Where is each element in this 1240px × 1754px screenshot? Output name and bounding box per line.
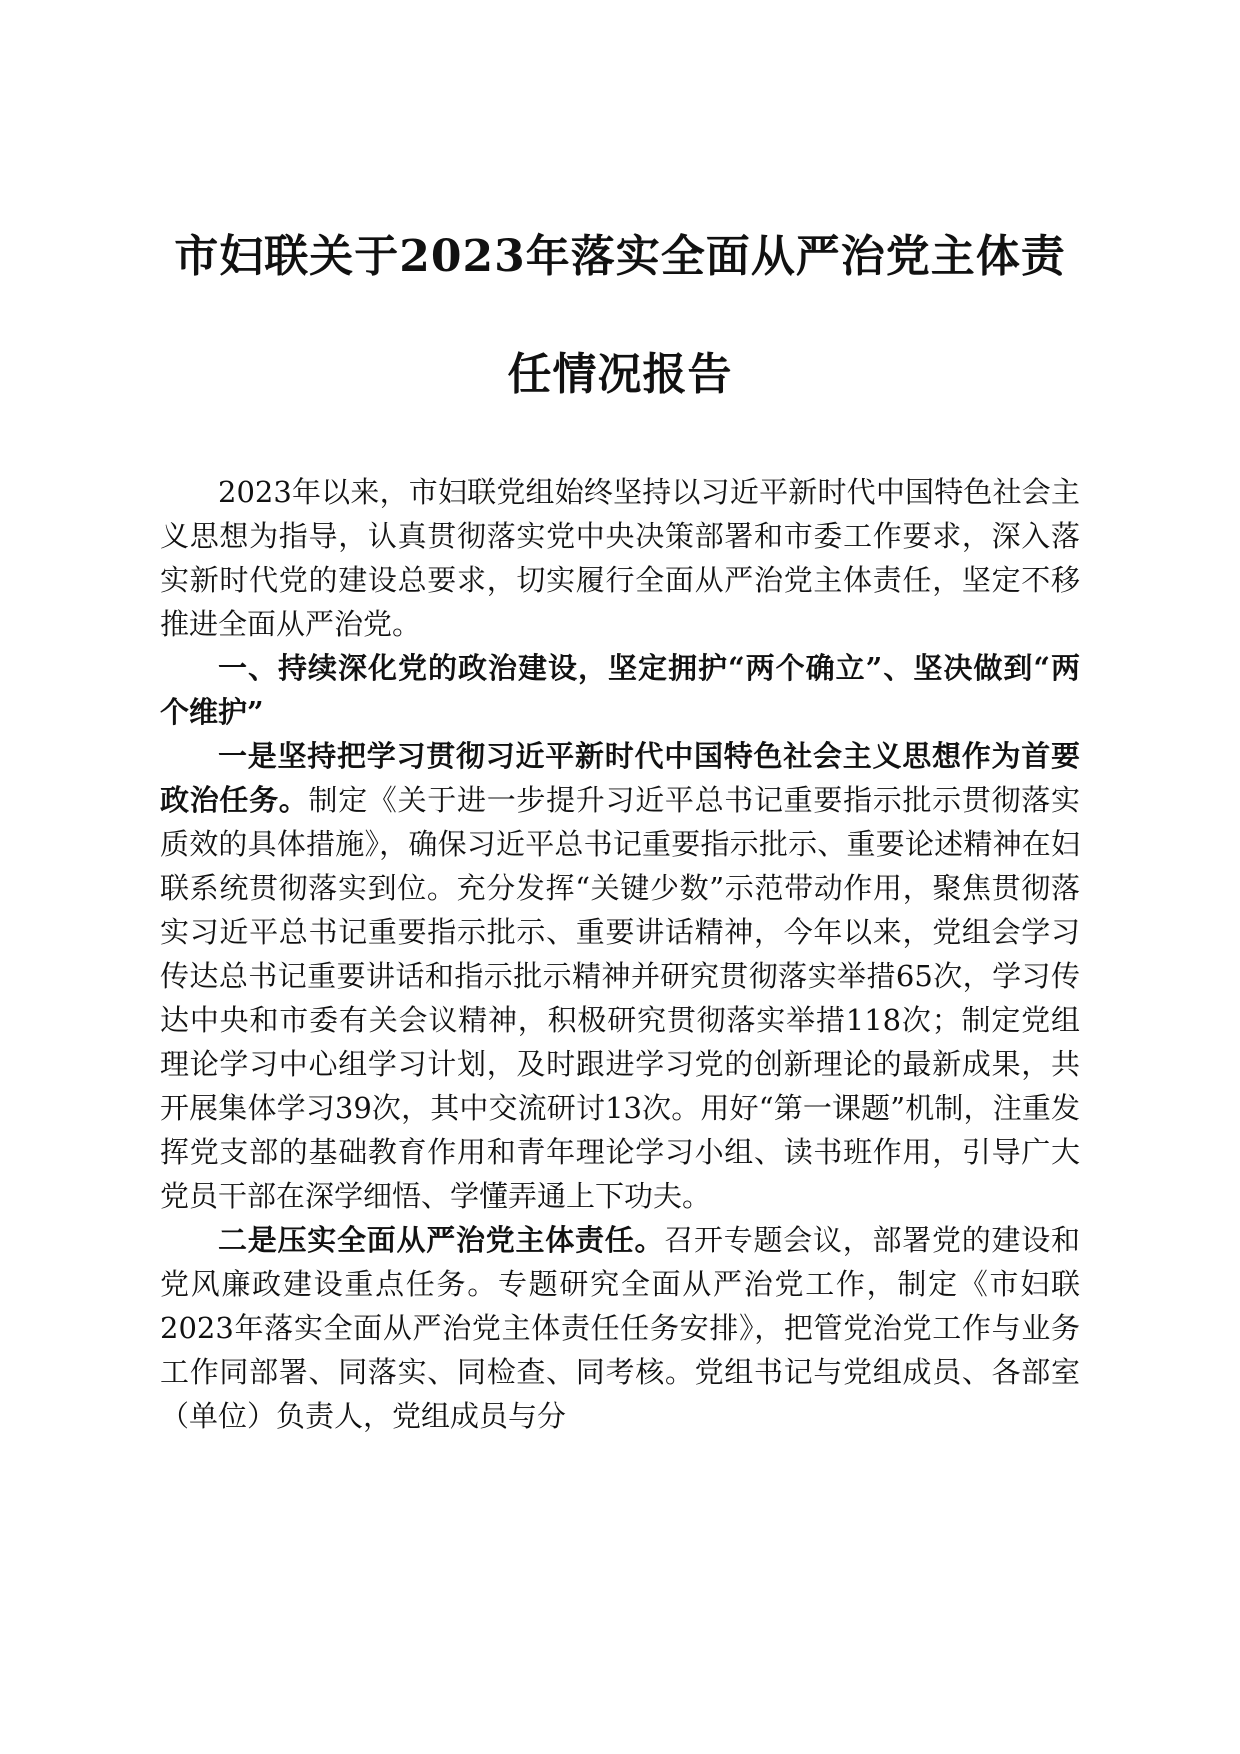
item-2-text: 召开专题会议，部署党的建设和党风廉政建设重点任务。专题研究全面从严治党工作，制定《市妇联2023年落实全面从严治党主体责任任务安排》，把管党治党工作与业务工作同部署、同落实、同检查、同考核。党组书记与党组成员、各部室（单位）负责人，党组成员与分 bbox=[160, 1223, 1080, 1433]
document-body bbox=[160, 470, 1080, 1438]
intro-paragraph: 2023年以来，市妇联党组始终坚持以习近平新时代中国特色社会主义思想为指导，认真贯彻落实党中央决策部署和市委工作要求，深入落实新时代党的建设总要求，切实履行全面从严治党主体责任，坚定不移推进全面从严治党。 bbox=[160, 475, 1080, 641]
item-1-text: 制定《关于进一步提升习近平总书记重要指示批示贯彻落实质效的具体措施》，确保习近平总书记重要指示批示、重要论述精神在妇联系统贯彻落实到位。充分发挥“关键少数”示范带动作用，聚焦贯彻落实习近平总书记重要指示批示、重要讲话精神，今年以来，党组会学习传达总书记重要讲话和指示批示精神并研究贯彻落实举措65次，学习传达中央和市委有关会议精神，积极研究贯彻落实举措118次；制定党组理论学习中心组学习计划，及时跟进学习党的创新理论的最新成果，共开展集体学习39次，其中交流研讨13次。用好“第一课题”机制，注重发挥党支部的基础教育作用和青年理论学习小组、读书班作用，引导广大党员干部在深学细悟、学懂弄通上下功夫。 bbox=[160, 783, 1080, 1213]
item-2-paragraph bbox=[160, 1218, 1080, 1438]
document-title-line-2: 任情况报告 bbox=[507, 349, 733, 400]
item-1-paragraph bbox=[160, 734, 1080, 1218]
item-2-lead: 二是压实全面从严治党主体责任。 bbox=[218, 1223, 665, 1257]
section-1-heading: 一、持续深化党的政治建设，坚定拥护“两个确立”、坚决做到“两个维护” bbox=[160, 651, 1080, 729]
item-1-lead: 一是坚持把学习贯彻习近平新时代中国特色社会主义思想作为首要政治任务。 bbox=[160, 739, 1080, 817]
document-title-line-1: 市妇联关于2023年落实全面从严治党主体责 bbox=[174, 231, 1066, 282]
